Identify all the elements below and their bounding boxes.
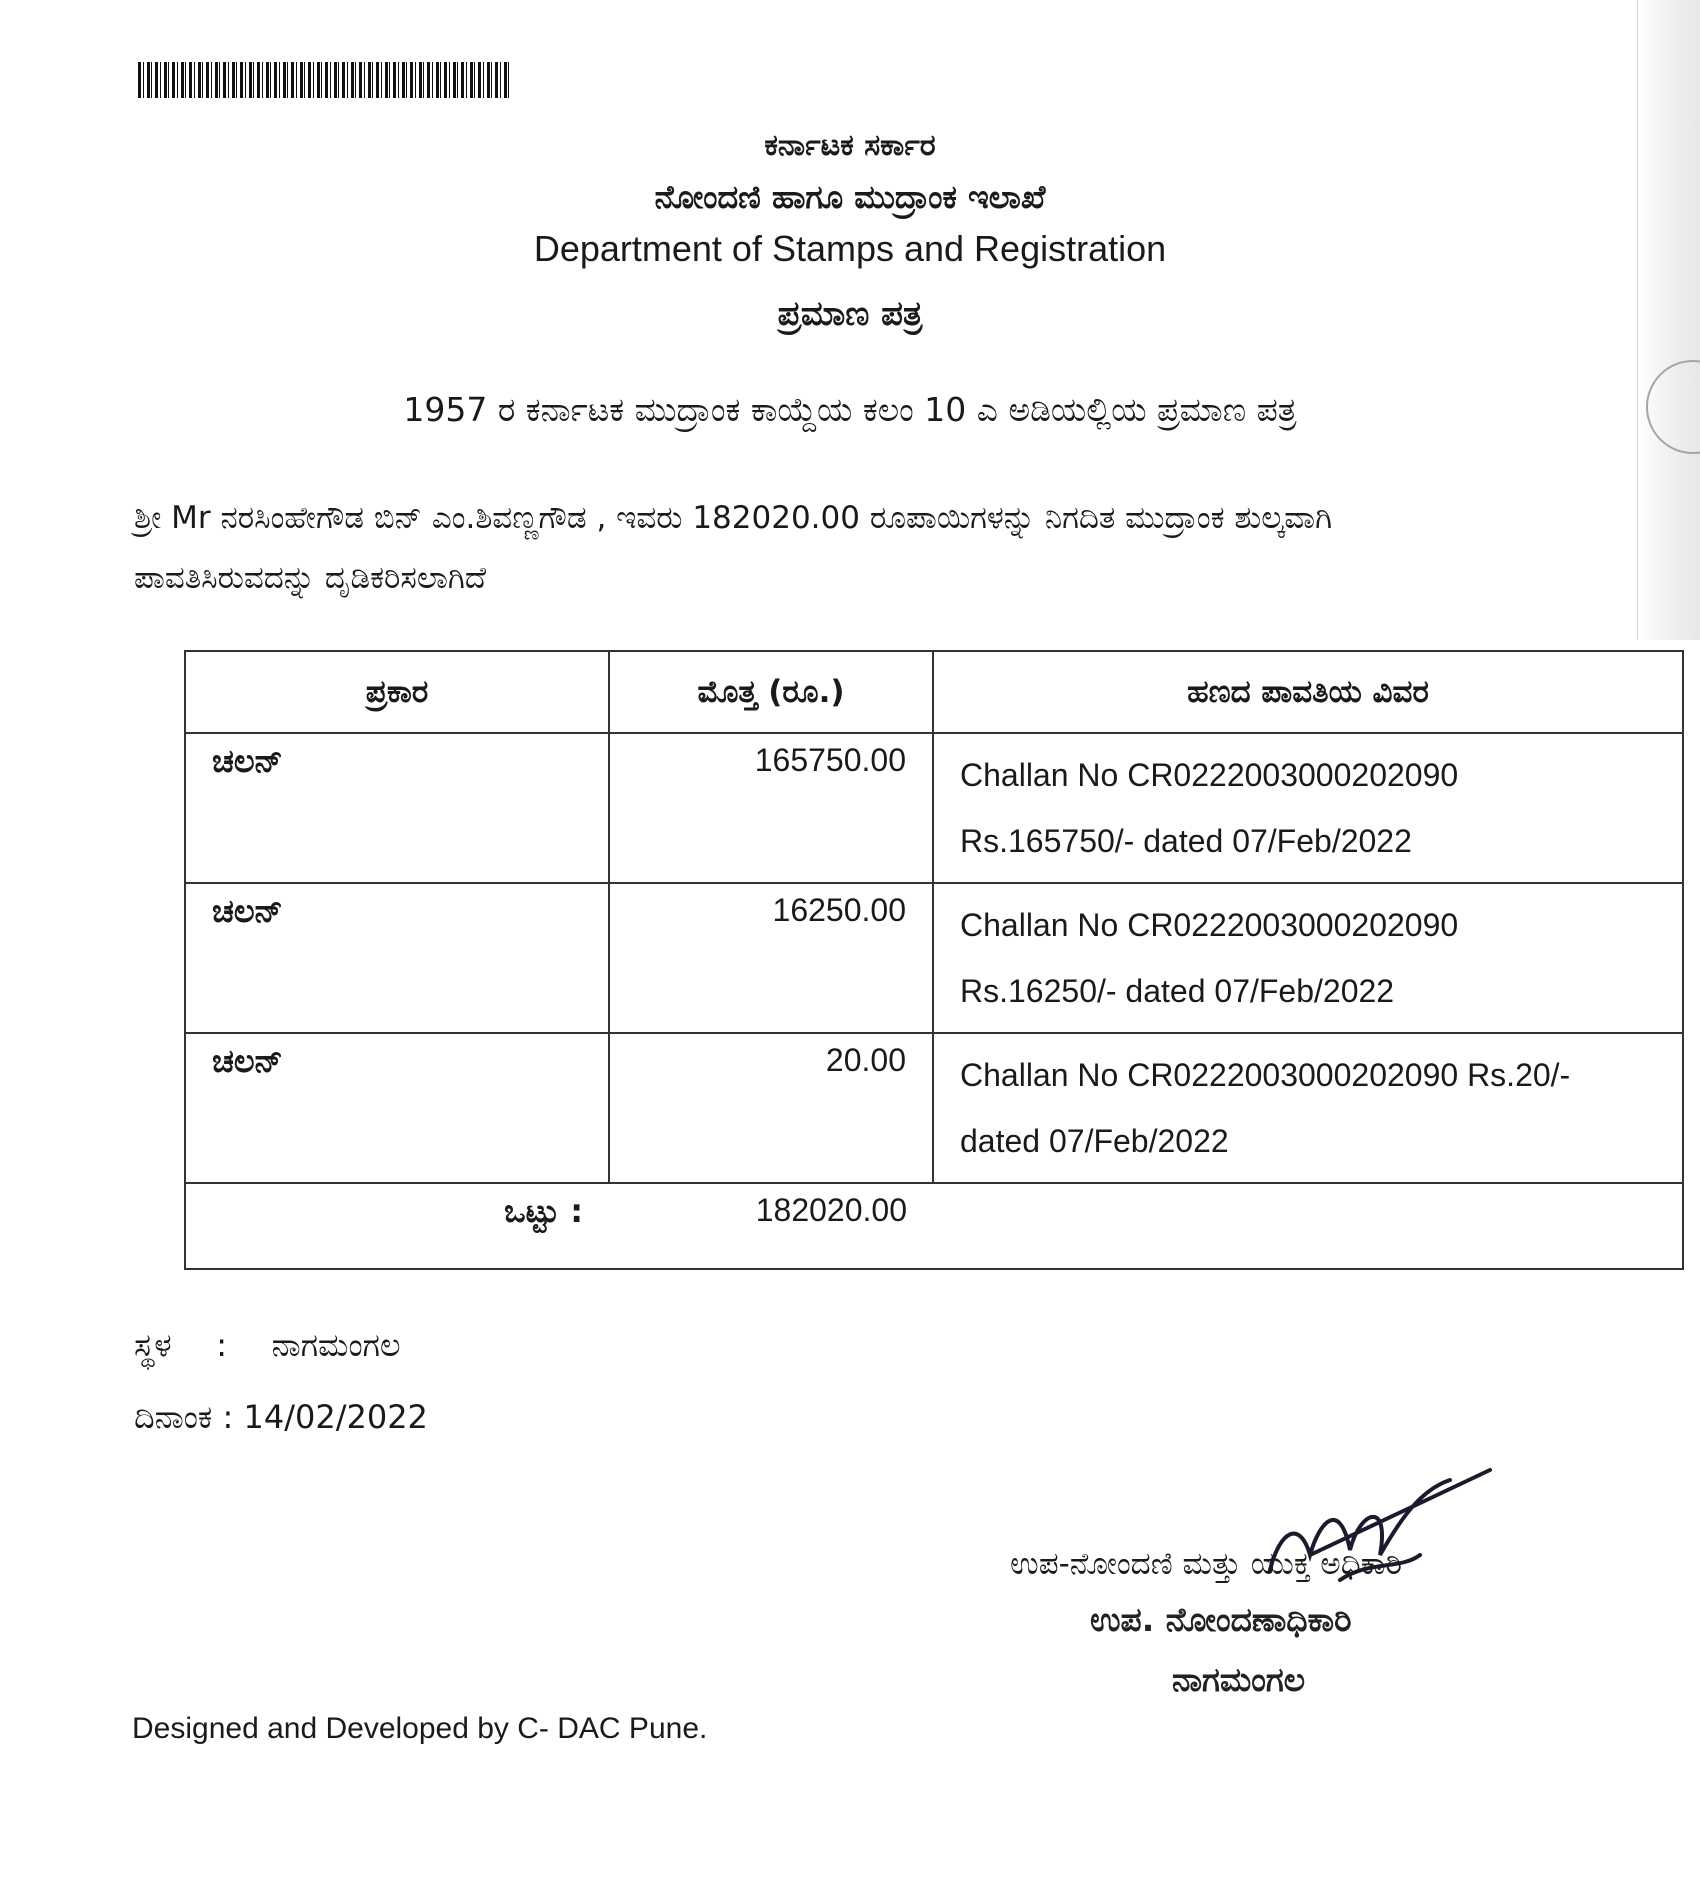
header-type: ಪ್ರಕಾರ	[185, 651, 609, 733]
detail-line-1: Challan No CR0222003000202090	[960, 907, 1459, 943]
table-row	[185, 1033, 1683, 1183]
place-separator: :	[216, 1326, 227, 1364]
table-header-row	[185, 651, 1683, 733]
detail-line-1: Challan No CR0222003000202090	[960, 757, 1459, 793]
date-value: 14/02/2022	[243, 1398, 428, 1436]
table-row	[185, 733, 1683, 883]
barcode	[138, 62, 510, 98]
row-amount: 165750.00	[609, 733, 933, 883]
row-type: ಚಲನ್	[185, 883, 609, 1033]
total-empty-cell	[933, 1183, 1683, 1269]
certificate-subtitle: 1957 ರ ಕರ್ನಾಟಕ ಮುದ್ರಾಂಕ ಕಾಯ್ದೆಯ ಕಲಂ 10 ಎ ಅಡಿಯಲ್ಲಿಯ ಪ್ರಮಾಣ ಪತ್ರ	[403, 390, 1297, 429]
row-details	[933, 1033, 1683, 1183]
row-type: ಚಲನ್	[185, 1033, 609, 1183]
payment-table	[184, 650, 1684, 1270]
row-details	[933, 733, 1683, 883]
signatory-title: ಉಪ-ನೋಂದಣಿ ಮತ್ತು ಯುಕ್ತ ಅಧಿಕಾರಿ	[1010, 1546, 1402, 1582]
office-stamp-line-2: ನಾಗಮಂಗಲ	[1172, 1660, 1306, 1699]
department-heading-kannada: ನೋಂದಣಿ ಹಾಗೂ ಮುದ್ರಾಂಕ ಇಲಾಖೆ	[654, 178, 1046, 216]
table-row	[185, 883, 1683, 1033]
office-stamp-line-1: ಉಪ. ನೋಂದಣಾಧಿಕಾರಿ	[1090, 1600, 1352, 1639]
certificate-title: ಪ್ರಮಾಣ ಪತ್ರ	[777, 294, 923, 334]
row-amount: 20.00	[609, 1033, 933, 1183]
place-value: ನಾಗಮಂಗಲ	[271, 1326, 401, 1364]
total-label: ಒಟ್ಟು :	[185, 1183, 609, 1269]
row-type: ಚಲನ್	[185, 733, 609, 883]
detail-line-1: Challan No CR0222003000202090 Rs.20/-	[960, 1057, 1571, 1093]
department-heading-english: Department of Stamps and Registration	[533, 228, 1167, 269]
place-line	[134, 1326, 401, 1365]
header-amount: ಮೊತ್ತ (ರೂ.)	[609, 651, 933, 733]
date-line	[134, 1398, 428, 1437]
row-amount: 16250.00	[609, 883, 933, 1033]
handwritten-signature	[1250, 1460, 1500, 1610]
detail-line-2: Rs.165750/- dated 07/Feb/2022	[960, 823, 1412, 859]
date-label: ದಿನಾಂಕ :	[134, 1398, 244, 1436]
footer-credit: Designed and Developed by C- DAC Pune.	[132, 1712, 708, 1745]
government-heading: ಕರ್ನಾಟಕ ಸರ್ಕಾರ	[764, 128, 936, 163]
total-amount: 182020.00	[609, 1183, 933, 1269]
statement-line-1: ಶ್ರೀ Mr ನರಸಿಂಹೇಗೌಡ ಬಿನ್ ಎಂ.ಶಿವಣ್ಣಗೌಡ , ಇವರು 182020.00 ರೂಪಾಯಿಗಳನ್ನು ನಿಗದಿತ ಮುದ್ರಾಂಕ ಶುಲ್ಕವಾಗಿ	[134, 500, 1333, 536]
detail-line-2: dated 07/Feb/2022	[960, 1123, 1229, 1159]
table-total-row	[185, 1183, 1683, 1269]
place-label: ಸ್ಥಳ	[134, 1326, 172, 1364]
header-details: ಹಣದ ಪಾವತಿಯ ವಿವರ	[933, 651, 1683, 733]
statement-line-2: ಪಾವತಿಸಿರುವದನ್ನು ದೃಡಿಕರಿಸಲಾಗಿದೆ	[134, 560, 487, 596]
detail-line-2: Rs.16250/- dated 07/Feb/2022	[960, 973, 1395, 1009]
row-details	[933, 883, 1683, 1033]
